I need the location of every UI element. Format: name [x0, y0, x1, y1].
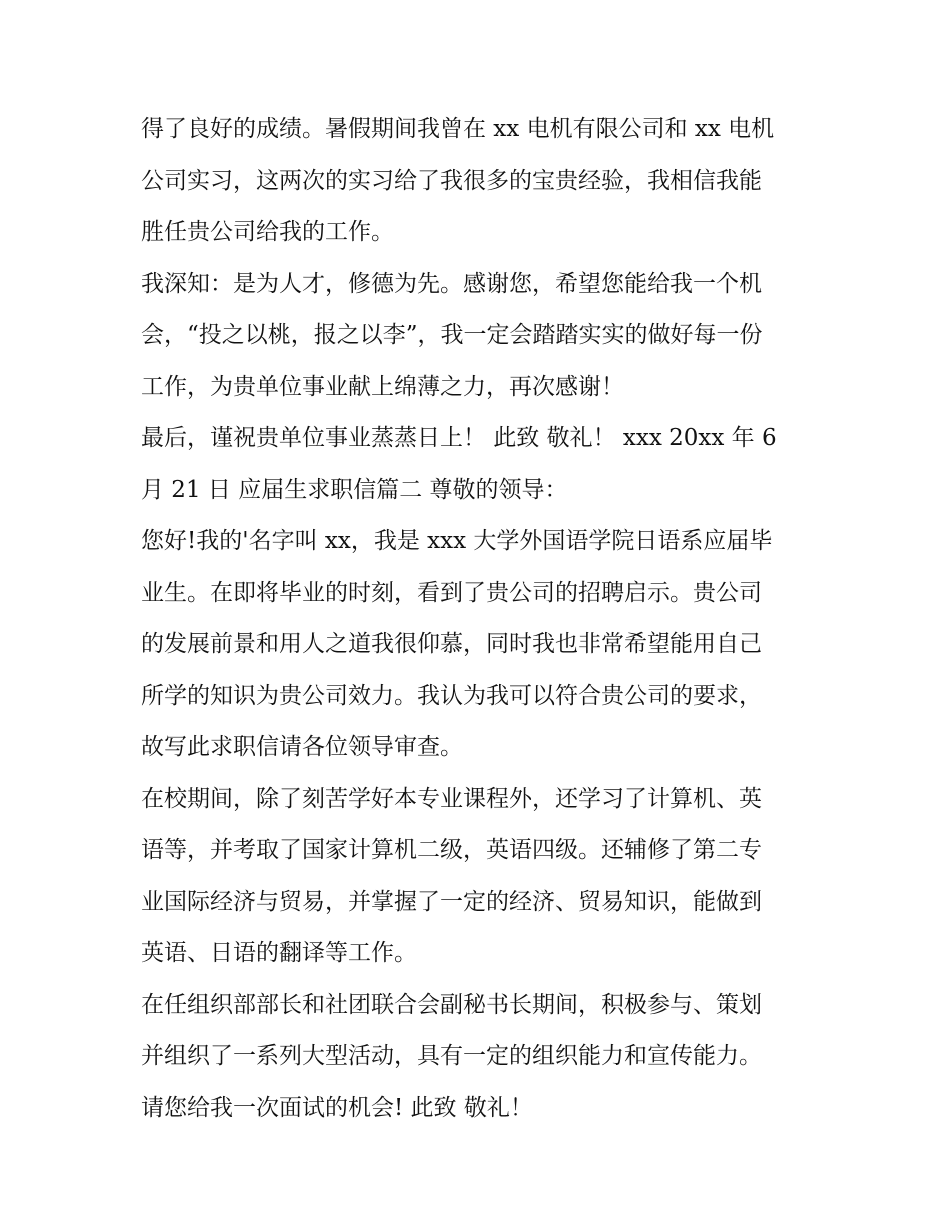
- text-line: 我深知：是为人才，修德为先。感谢您，希望您能给我一个机: [141, 270, 762, 297]
- text-line: 公司实习，这两次的实习给了我很多的宝贵经验，我相信我能: [141, 167, 762, 194]
- text-line: 最后，谨祝贵单位事业蒸蒸日上！ 此致 敬礼！ xxx 20xx 年 6: [141, 425, 777, 451]
- letter-body: [141, 104, 816, 1134]
- text-line: 所学的知识为贵公司效力。我认为我可以符合贵公司的要求，: [141, 682, 762, 709]
- text-line: 语等，并考取了国家计算机二级，英语四级。还辅修了第二专: [141, 837, 762, 863]
- text-line: 业国际经济与贸易，并掌握了一定的经济、贸易知识，能做到: [141, 888, 762, 915]
- text-line: 胜任贵公司给我的工作。: [141, 219, 394, 245]
- text-line: 工作，为贵单位事业献上绵薄之力，再次感谢！: [141, 373, 624, 400]
- text-line: 业生。在即将毕业的时刻，看到了贵公司的招聘启示。贵公司: [141, 579, 762, 606]
- text-line: 得了良好的成绩。暑假期间我曾在 xx 电机有限公司和 xx 电机: [141, 116, 775, 142]
- text-line: 的发展前景和用人之道我很仰慕，同时我也非常希望能用自己: [141, 631, 762, 657]
- text-line: 在校期间，除了刻苦学好本专业课程外，还学习了计算机、英: [141, 785, 762, 812]
- text-line: 会，“投之以桃，报之以李”，我一定会踏踏实实的做好每一份: [141, 322, 763, 348]
- text-line: 月 21 日 应届生求职信篇二 尊敬的领导：: [141, 476, 568, 503]
- text-line: 故写此求职信请各位领导审查。: [141, 734, 463, 760]
- text-line: 在任组织部部长和社团联合会副秘书长期间，积极参与、策划: [141, 991, 762, 1018]
- text-line: 请您给我一次面试的机会! 此致 敬礼！: [141, 1094, 533, 1121]
- text-line: 并组织了一系列大型活动，具有一定的组织能力和宣传能力。: [141, 1043, 762, 1069]
- text-line: 您好!我的'名字叫 xx，我是 xxx 大学外国语学院日语系应届毕: [141, 528, 773, 554]
- text-line: 英语、日语的翻译等工作。: [141, 940, 417, 966]
